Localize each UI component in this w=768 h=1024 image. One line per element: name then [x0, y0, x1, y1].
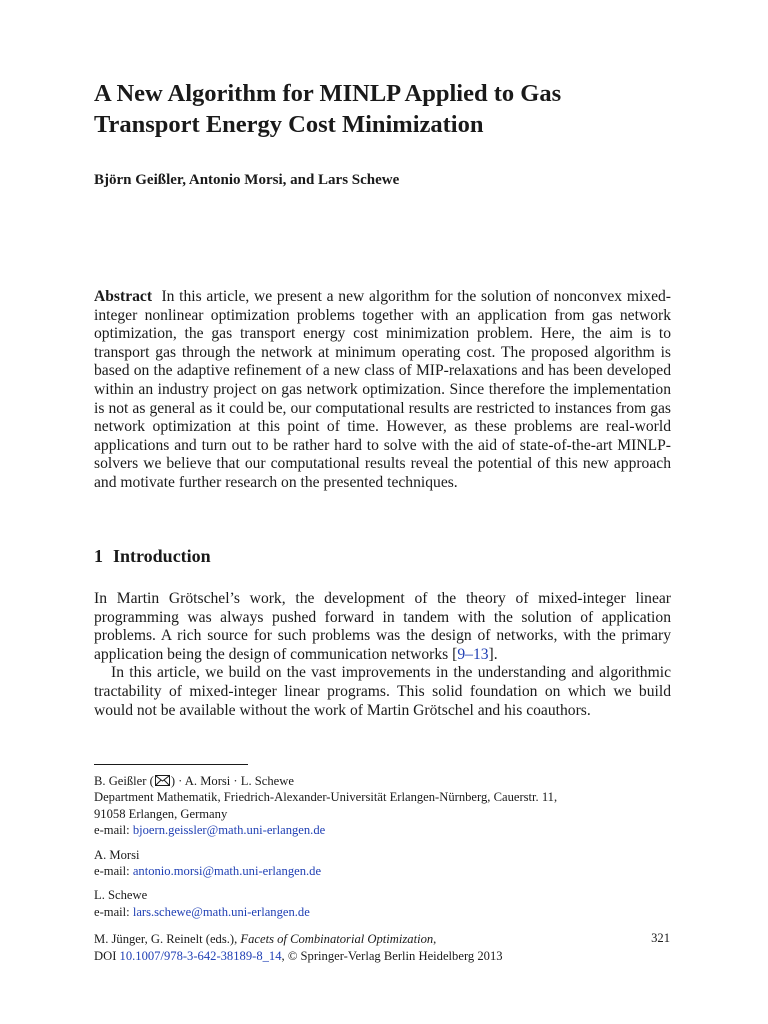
page-number: 321 [651, 931, 670, 945]
abstract-label: Abstract [94, 288, 153, 305]
section-number: 1 [94, 546, 103, 566]
email-link-geissler[interactable]: bjoern.geissler@math.uni-erlangen.de [132, 823, 326, 838]
affiliation-line-1: Department Mathematik, Friedrich-Alexander-Universität Erlangen-Nürnberg, Cauerstr. 11, [94, 790, 558, 805]
name-schewe: L. Schewe [94, 888, 148, 903]
book-title: Facets of Combinatorial Optimization [240, 932, 434, 946]
affiliation-line-2: 91058 Erlangen, Germany [94, 806, 228, 821]
intro-p1-end: ]. [488, 645, 498, 663]
author-list: Björn Geißler, Antonio Morsi, and Lars Schewe [94, 172, 400, 188]
email-link-morsi[interactable]: antonio.morsi@math.uni-erlangen.de [132, 864, 322, 879]
footnote-geissler [94, 773, 684, 839]
doi-link[interactable]: 10.1007/978-3-642-38189-8_14 [119, 949, 282, 963]
intro-paragraph-1 [94, 590, 671, 664]
book-citation-line: M. Jünger, G. Reinelt (eds.), Facets of Combinatorial Optimization, [94, 932, 437, 946]
email-line-schewe: e-mail: lars.schewe@math.uni-erlangen.de [94, 904, 310, 919]
author-footnotes [94, 773, 684, 928]
footnote-schewe [94, 887, 684, 920]
email-line-geissler: e-mail: bjoern.geissler@math.uni-erlangen.de [94, 823, 326, 838]
intro-paragraph-2: In this article, we build on the vast improvements in the understanding and algorithmic tractability of mixed-integer linear programs. This solid foundation on which we build would not be available without the work of Martin Grötschel and his coauthors. [94, 664, 671, 719]
publication-info [94, 931, 671, 965]
paper-title [94, 78, 694, 140]
citation-link[interactable]: 9–13 [457, 645, 489, 663]
footnote-morsi [94, 847, 684, 880]
title-line-2: Transport Energy Cost Minimization [94, 111, 484, 138]
section-title: Introduction [113, 546, 211, 566]
abstract-text: In this article, we present a new algorithm for the solution of nonconvex mixed-integer nonlinear optimization problems together with an application from gas network optimization, the gas transport energy cost minimization problem. Here, the aim is to transport gas through the network at minimum operating cost. The proposed algorithm is based on the adaptive refinement of a new class of MIP-relaxations and has been developed within an industry project on gas network optimization. Since therefore the implementation is not as general as it could be, our computational results are restricted to instances from gas network optimization at this point of time. However, as these problems are real-world applications and turn out to be rather hard to solve with the aid of state-of-the-art MINLP-solvers we believe that our computational results reveal the potential of this new approach and motivate further research on the presented techniques. [94, 288, 671, 491]
name-morsi: A. Morsi [94, 847, 140, 862]
email-link-schewe[interactable]: lars.schewe@math.uni-erlangen.de [132, 904, 310, 919]
introduction-body [94, 590, 671, 720]
intro-p1-text: In Martin Grötschel’s work, the development of the theory of mixed-integer linear programming was always pushed forward in tandem with the solution of application problems. A rich source for such problems was the design of networks, with the primary application being the design of communication networks [ [94, 590, 671, 663]
doi-line: DOI 10.1007/978-3-642-38189-8_14, © Springer-Verlag Berlin Heidelberg 2013 [94, 949, 503, 963]
email-line-morsi: e-mail: antonio.morsi@math.uni-erlangen.de [94, 864, 322, 879]
envelope-icon [155, 775, 170, 786]
abstract [94, 288, 671, 493]
footnote-divider [94, 764, 248, 765]
title-line-1: A New Algorithm for MINLP Applied to Gas [94, 80, 562, 107]
footnote-authors-line: B. Geißler ( ) · A. Morsi · L. Schewe [94, 774, 294, 788]
section-heading-introduction [94, 546, 211, 567]
